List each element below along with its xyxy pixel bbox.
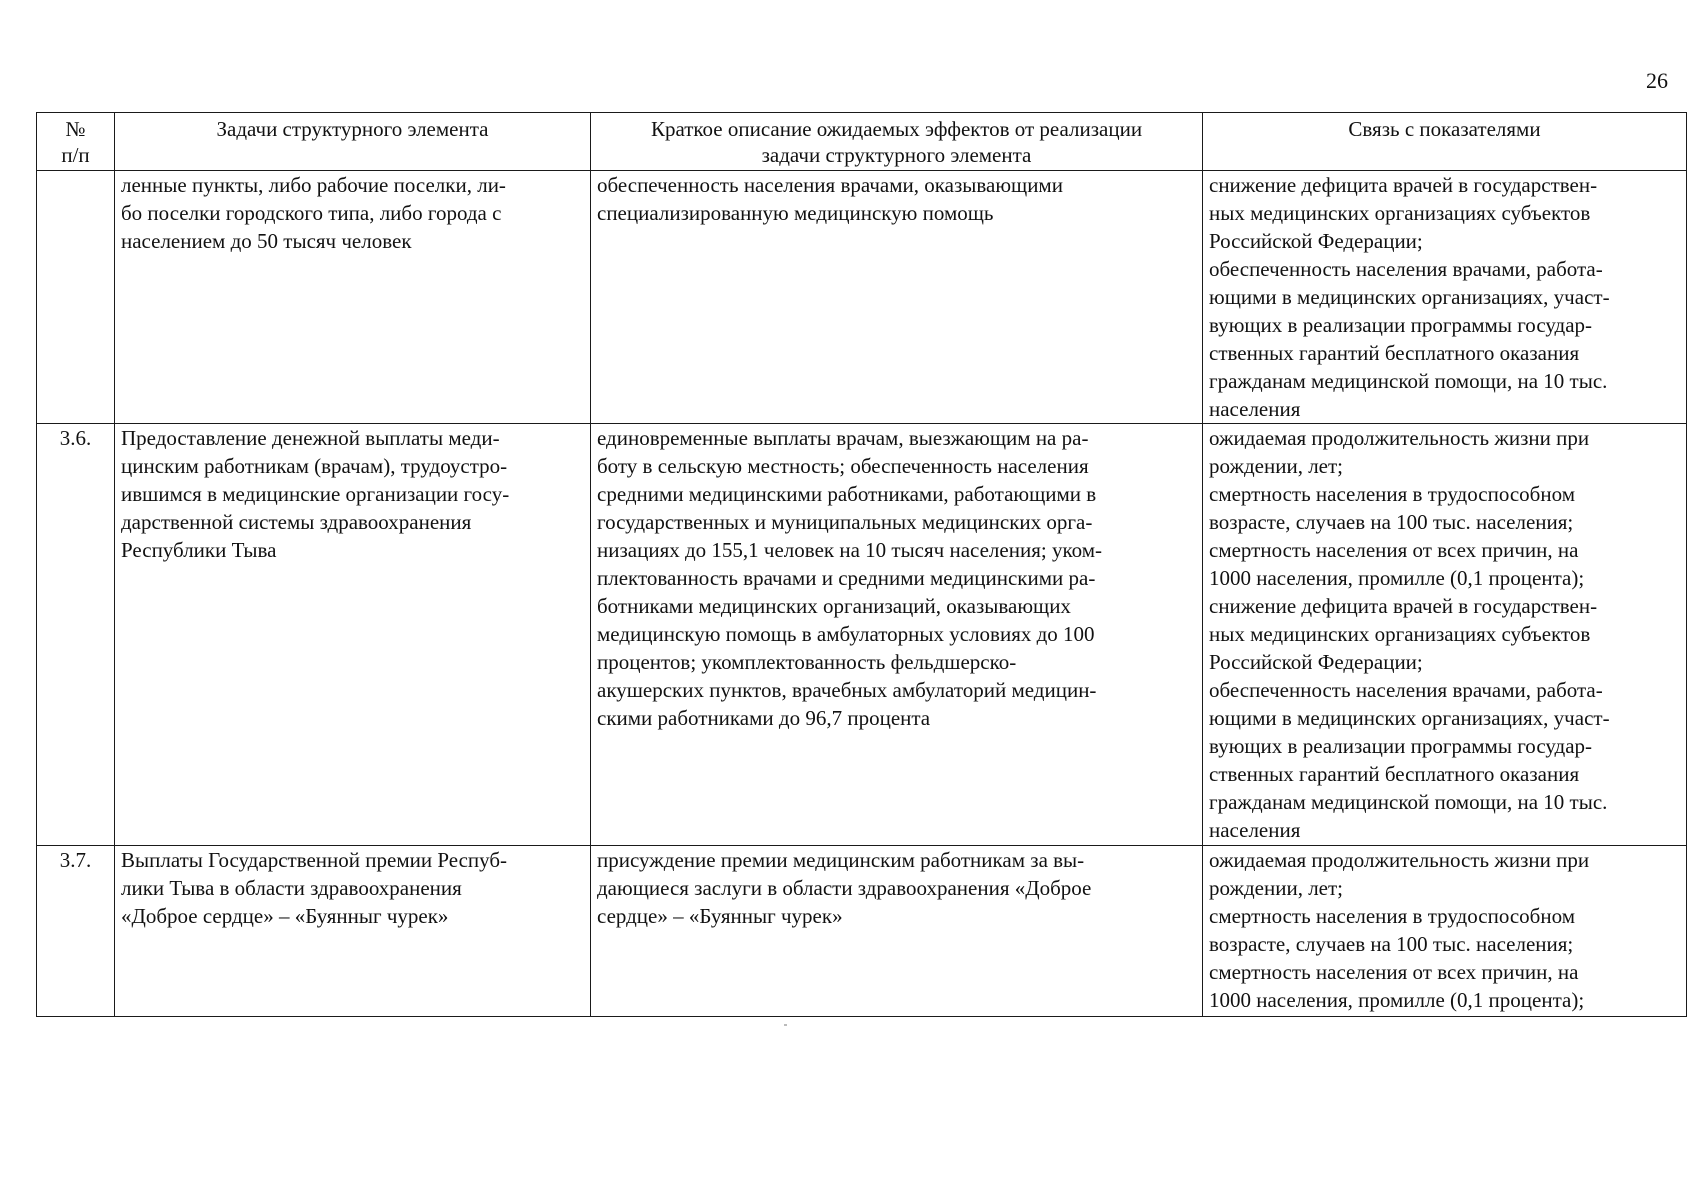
description-cell: обеспеченность населения врачами, оказывающими специализированную медицинскую помощь	[591, 171, 1203, 424]
task-cell: Предоставление денежной выплаты меди- цинским работникам (врачам), трудоустро- ившимся в медицинские организации госу- дарственной системы здравоохранения Республики Тыва	[115, 424, 591, 846]
row-number-cell	[37, 171, 115, 424]
table-row	[37, 846, 1687, 1017]
indicator-link-cell: ожидаемая продолжительность жизни при рождении, лет; смертность населения в трудоспособном возрасте, случаев на 100 тыс. населения; смертность населения от всех причин, на 1000 населения, промилле (0,1 процента);	[1203, 846, 1687, 1017]
row-number-cell: 3.7.	[37, 846, 115, 1017]
description-cell: присуждение премии медицинским работникам за вы- дающиеся заслуги в области здравоохранения «Доброе сердце» – «Буянныг чурек»	[591, 846, 1203, 1017]
page-number: 26	[1646, 68, 1668, 93]
task-cell: ленные пункты, либо рабочие поселки, ли- бо поселки городского типа, либо города с населением до 50 тысяч человек	[115, 171, 591, 424]
indicators-table	[36, 112, 1687, 1017]
header-num: № п/п	[37, 113, 115, 171]
description-cell: единовременные выплаты врачам, выезжающим на ра- боту в сельскую местность; обеспеченность населения средними медицинскими работниками, работающими в государственных и муниципальных медицинских орга- низациях до 155,1 человек на 10 тысяч населения; уком- плектованность врачами и средними медицинскими ра- ботниками медицинских организаций, оказывающих медицинскую помощь в амбулаторных условиях до 100 процентов; укомплектованность фельдшерско- акушерских пунктов, врачебных амбулаторий медицин- скими работниками до 96,7 процента	[591, 424, 1203, 846]
row-number-cell: 3.6.	[37, 424, 115, 846]
task-cell: Выплаты Государственной премии Респуб- лики Тыва в области здравоохранения «Доброе сердце» – «Буянныг чурек»	[115, 846, 591, 1017]
indicator-link-cell: ожидаемая продолжительность жизни при рождении, лет; смертность населения в трудоспособном возрасте, случаев на 100 тыс. населения; смертность населения от всех причин, на 1000 населения, промилле (0,1 процента); снижение дефицита врачей в государствен- ных медицинских организациях субъектов Российской Федерации; обеспеченность населения врачами, работа- ющими в медицинских организациях, участ- вующих в реализации программы государ- ственных гарантий бесплатного оказания гражданам медицинской помощи, на 10 тыс. населения	[1203, 424, 1687, 846]
table-row	[37, 424, 1687, 846]
scan-artifact-dot	[784, 1024, 787, 1026]
indicator-link-cell: снижение дефицита врачей в государствен- ных медицинских организациях субъектов Российской Федерации; обеспеченность населения врачами, работа- ющими в медицинских организациях, участ- вующих в реализации программы государ- ственных гарантий бесплатного оказания гражданам медицинской помощи, на 10 тыс. населения	[1203, 171, 1687, 424]
header-task: Задачи структурного элемента	[115, 113, 591, 171]
table-row	[37, 171, 1687, 424]
header-link: Связь с показателями	[1203, 113, 1687, 171]
table-header-row	[37, 113, 1687, 171]
header-desc: Краткое описание ожидаемых эффектов от реализации задачи структурного элемента	[591, 113, 1203, 171]
